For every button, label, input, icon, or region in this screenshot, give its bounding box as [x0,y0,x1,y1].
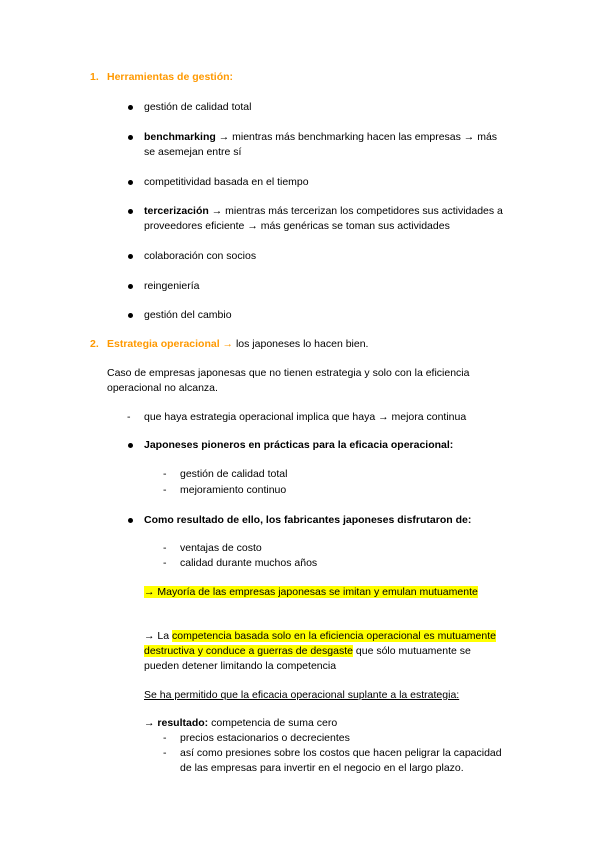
intro-text: Caso de empresas japonesas que no tienen estrategia y solo con la eficiencia [107,367,470,379]
section-2-title: Estrategia operacional → [107,338,234,350]
term-benchmarking: benchmarking [144,131,216,143]
competencia-line-3: pueden detener limitando la competencia [144,660,337,672]
bullet-icon [128,443,133,448]
dash-marker: - [163,732,167,744]
list-item-continuation: se asemejan entre sí [144,146,242,158]
dash-marker: - [163,484,167,496]
list-item: competitividad basada en el tiempo [144,176,309,188]
list-item: precios estacionarios o decrecientes [180,732,350,744]
bullet-icon [128,209,133,214]
resultado-line: → resultado: competencia de suma cero [144,717,338,729]
list-item: ventajas de costo [180,542,262,554]
bullet-icon [128,180,133,185]
bullet-icon [128,313,133,318]
dash-marker: - [163,542,167,554]
competencia-highlight: competencia basada solo en la eficiencia operacional es mutuamente [172,630,496,642]
dash-marker: - [127,411,131,423]
resultado-heading: Como resultado de ello, los fabricantes japoneses disfrutaron de: [144,514,472,526]
dash-marker: - [163,557,167,569]
competencia-line-1: → La competencia basada solo en la eficiencia operacional es mutuamente [144,630,496,642]
section-2-title-line [107,337,368,352]
list-item: gestión de calidad total [144,101,252,113]
list-item [144,204,503,219]
mejora-continua-text: que haya estrategia operacional implica que haya → mejora continua [144,411,467,423]
term-tercerizacion: tercerización [144,205,209,217]
section-2-number: 2. [90,338,99,350]
resultado-label: resultado: [157,717,209,729]
imitan-highlight: → Mayoría de las empresas japonesas se imitan y emulan mutuamente [144,586,478,598]
section-1-number: 1. [90,71,99,83]
bullet-icon [128,254,133,259]
list-item: colaboración con socios [144,250,257,262]
section-2-title-rest: los japoneses lo hacen bien. [233,338,369,350]
bullet-icon [128,284,133,289]
intro-text: operacional no alcanza. [107,382,218,394]
dash-marker: - [163,468,167,480]
list-item: así como presiones sobre los costos que hacen peligrar la capacidad [180,747,502,759]
list-item-continuation: proveedores eficiente → más genéricas se toman sus actividades [144,220,450,232]
suplante-text: Se ha permitido que la eficacia operacional suplante a la estrategia: [144,689,460,701]
list-item: gestión de calidad total [180,468,288,480]
list-item: gestión del cambio [144,309,232,321]
list-item: calidad durante muchos años [180,557,318,569]
bullet-icon [128,518,133,523]
section-1-title: Herramientas de gestión: [107,71,234,83]
bullet-icon [128,135,133,140]
dash-marker: - [163,747,167,759]
list-item-continuation: de las empresas para invertir en el negocio en el largo plazo. [180,762,464,774]
tercerizacion-text: → mientras más tercerizan los competidores sus actividades a [208,205,503,217]
list-item [144,130,497,145]
list-item: reingeniería [144,280,200,292]
list-item: mejoramiento continuo [180,484,287,496]
competencia-highlight: destructiva y conduce a guerras de desgaste [144,645,353,657]
pioneros-heading: Japoneses pioneros en prácticas para la eficacia operacional: [144,439,454,451]
benchmarking-text: → mientras más benchmarking hacen las empresas → más [215,131,498,143]
bullet-icon [128,105,133,110]
competencia-line-2: destructiva y conduce a guerras de desgaste que sólo mutuamente se [144,645,471,657]
